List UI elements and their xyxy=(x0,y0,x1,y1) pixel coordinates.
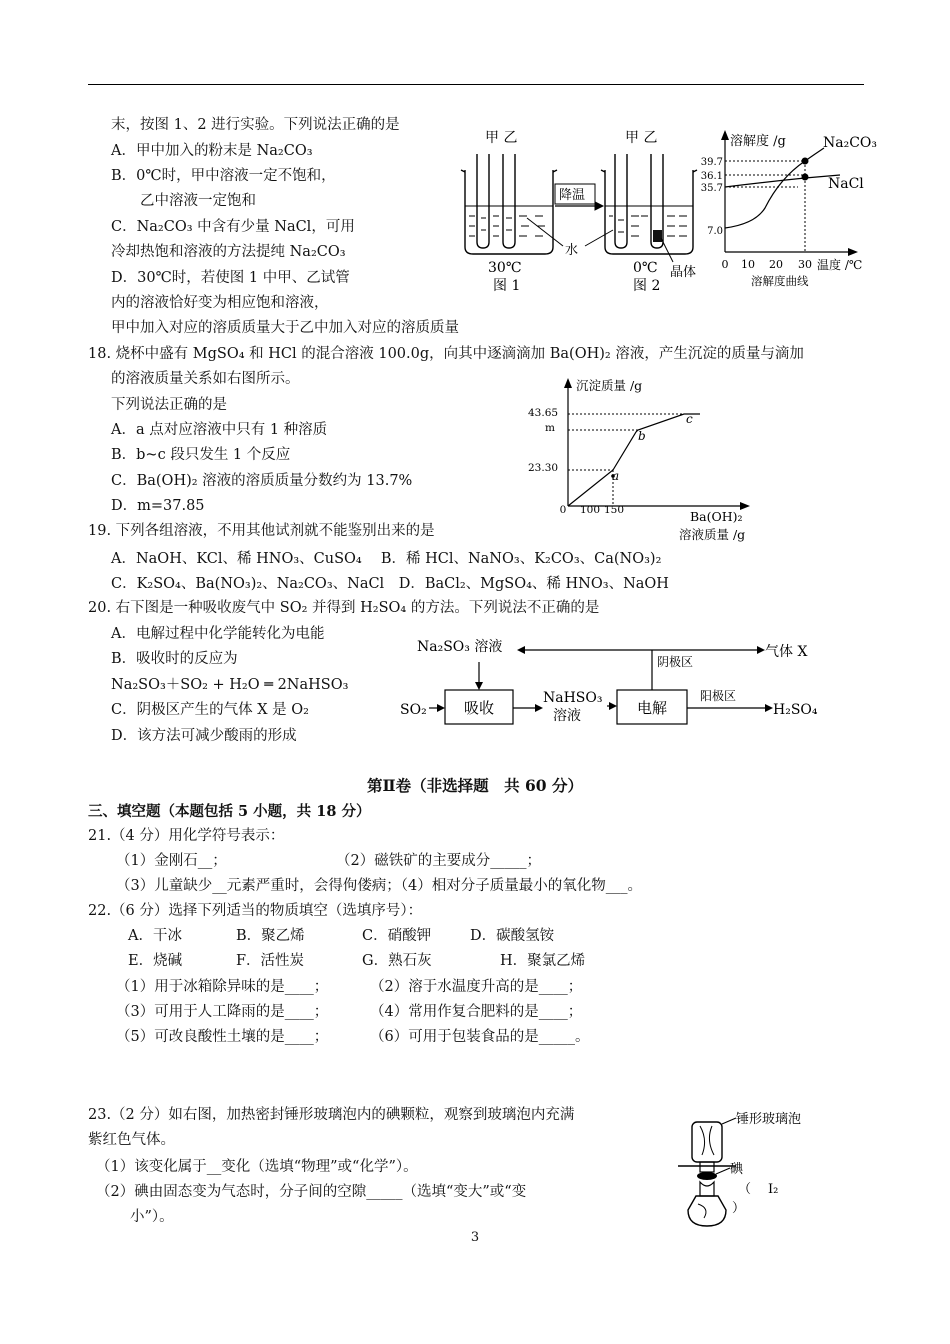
ppt-label-a: a xyxy=(612,469,620,483)
q23-stem: 23.（2 分）如右图，加热密封锤形玻璃泡内的碘颗粒，观察到玻璃泡内充满 xyxy=(88,1107,575,1123)
water-label: 水 xyxy=(565,243,579,258)
q22-option-g: G．熟石灰 xyxy=(362,953,432,969)
q22-option-d: D．碳酸氢铵 xyxy=(470,928,555,944)
q22-option-a: A．干冰 xyxy=(128,928,182,944)
ppt-ytick-43.65: 43.65 xyxy=(528,407,559,419)
q18-stem: 18. 烧杯中盛有 MgSO₄ 和 HCl 的混合溶液 100.0g，向其中逐滴滴加 Ba(OH)₂ 溶液，产生沉淀的质量与滴加 xyxy=(88,346,804,362)
flow-absorb: 吸收 xyxy=(463,699,495,717)
q17-option-b-cont: 乙中溶液一定饱和 xyxy=(140,193,256,209)
q19-options-ab: A．NaOH、KCl、稀 HNO₃、CuSO₄ B．稀 HCl、NaNO₃、K₂CO₃、Ca(NO₃)₂ xyxy=(111,551,662,567)
label-i2: I₂ xyxy=(768,1182,779,1197)
beaker-1 xyxy=(461,154,557,254)
ppt-ytick-m: m xyxy=(545,422,555,434)
bulb-body xyxy=(692,1122,722,1162)
q17-option-c: C．Na₂CO₃ 中含有少量 NaCl，可用 xyxy=(111,219,355,235)
ppt-y-label: 沉淀质量 /g xyxy=(576,378,643,393)
q22-option-c: C．硝酸钾 xyxy=(362,928,432,944)
beaker-1-liquid xyxy=(469,216,545,236)
q21-blank-3-4: （3）儿童缺少__元素严重时，会得佝偻病；（4）相对分子质量最小的氧化物___。 xyxy=(116,878,642,894)
part2-title: 第Ⅱ卷（非选择题 共 60 分） xyxy=(367,776,583,795)
q18-option-d: D．m=37.85 xyxy=(111,498,205,514)
fig1-caption: 图 1 xyxy=(493,278,521,294)
sol-xtick-0: 0 xyxy=(721,258,729,271)
sol-ytick-35.7: 35.7 xyxy=(700,183,723,194)
fig1-label-jia-yi: 甲 乙 xyxy=(485,130,518,146)
flow-nahso3-2: 溶液 xyxy=(553,708,581,724)
q22-option-b: B．聚乙烯 xyxy=(236,928,305,944)
q21-stem: 21.（4 分）用化学符号表示： xyxy=(88,828,285,844)
q21-blank-2: （2）磁铁矿的主要成分_____； xyxy=(336,853,541,869)
q22-blank-1: （1）用于冰箱除异味的是____； xyxy=(116,979,329,995)
ppt-line xyxy=(568,414,700,506)
sol-xtick-20: 20 xyxy=(769,258,783,271)
q23-stem-cont: 紫红色气体。 xyxy=(88,1132,175,1148)
q20-stem: 20. 右下图是一种吸收废气中 SO₂ 并得到 H₂SO₄ 的方法。下列说法不正确的是 xyxy=(88,600,600,616)
fig2-temp: 0℃ xyxy=(633,260,658,276)
q22-blank-4: （4）常用作复合肥料的是____； xyxy=(370,1004,583,1020)
ppt-x-label-1: Ba(OH)₂ xyxy=(690,509,743,524)
sol-ytick-36.1: 36.1 xyxy=(700,171,723,182)
header-rule xyxy=(88,84,864,85)
crystal-deposit xyxy=(653,230,662,242)
q19-stem: 19. 下列各组溶液，不用其他试剂就不能鉴别出来的是 xyxy=(88,523,435,539)
q19-options-cd: C．K₂SO₄、Ba(NO₃)₂、Na₂CO₃、NaCl D．BaCl₂、MgSO₄、稀 HNO₃、NaOH xyxy=(111,576,669,592)
iodine-grains xyxy=(697,1172,717,1180)
q20-option-c: C．阴极区产生的气体 X 是 O₂ xyxy=(111,702,309,718)
label-bulb: 锤形玻璃泡 xyxy=(736,1112,802,1127)
q20-option-d: D．该方法可减少酸雨的形成 xyxy=(111,728,297,744)
q18-stem-cont: 的溶液质量关系如右图所示。 xyxy=(111,371,300,387)
flow-h2so4: H₂SO₄ xyxy=(773,702,818,718)
ppt-x-label-2: 溶液质量 /g xyxy=(679,527,746,542)
sol-xtick-10: 10 xyxy=(741,258,755,271)
section-3-title: 三、填空题（本题包括 5 小题，共 18 分） xyxy=(88,803,371,820)
ppt-xtick-0: 0 xyxy=(559,504,567,516)
q22-stem: 22.（6 分）选择下列适当的物质填空（选填序号）： xyxy=(88,903,423,919)
q17-option-d-cont: 内的溶液恰好变为相应饱和溶液， xyxy=(111,295,329,311)
sol-x-arrow xyxy=(848,248,858,256)
flame xyxy=(700,1182,714,1196)
q23-blank-1: （1）该变化属于__变化（选填“物理”或“化学”）。 xyxy=(96,1159,418,1175)
q22-option-h: H．聚氯乙烯 xyxy=(500,953,586,969)
beaker-2 xyxy=(601,154,697,254)
label-iodine: 碘 xyxy=(730,1162,744,1177)
flow-diagram xyxy=(395,628,835,748)
nacl-label: NaCl xyxy=(828,176,864,192)
flow-so2: SO₂ xyxy=(400,702,427,718)
q22-option-e: E．烧碱 xyxy=(128,953,183,969)
label-paren-close: ） xyxy=(732,1201,746,1216)
q23-blank-2: （2）碘由固态变为气态时，分子间的空隙_____（选填“变大”或“变 xyxy=(96,1184,527,1200)
q20-option-b: B．吸收时的反应为 xyxy=(111,651,238,667)
ppt-label-c: c xyxy=(686,412,693,426)
na2co3-curve xyxy=(725,148,824,228)
q17-option-b: B．0℃时，甲中溶液一定不饱和， xyxy=(111,168,336,184)
ppt-xtick-100: 100 xyxy=(579,504,601,516)
flow-cathode: 阴极区 xyxy=(657,655,694,669)
sol-y-label: 溶解度 /g xyxy=(730,134,786,149)
label-paren-open: （ xyxy=(738,1182,752,1197)
q18-option-c: C．Ba(OH)₂ 溶液的溶质质量分数约为 13.7% xyxy=(111,473,413,489)
sol-ytick-7.0: 7.0 xyxy=(707,226,723,237)
sol-point-na2co3 xyxy=(802,158,809,165)
q17-intro: 末，按图 1、2 进行实验。下列说法正确的是 xyxy=(111,117,400,133)
fig1-temp: 30℃ xyxy=(488,260,522,276)
sol-y-arrow xyxy=(721,130,729,140)
alcohol-lamp xyxy=(688,1196,726,1226)
sol-x-label: 温度 /℃ xyxy=(817,258,863,272)
q21-blank-1: （1）金刚石__； xyxy=(116,853,227,869)
beaker-2-liquid xyxy=(609,216,687,236)
q22-blank-2: （2）溶于水温度升高的是____； xyxy=(370,979,583,995)
iodine-bulb-figure xyxy=(670,1100,840,1240)
q18-prompt: 下列说法正确的是 xyxy=(111,397,227,413)
solubility-chart xyxy=(700,128,890,290)
q22-option-f: F．活性炭 xyxy=(236,953,305,969)
flow-nahso3-1: NaHSO₃ xyxy=(543,690,603,706)
flow-anode: 阳极区 xyxy=(700,689,737,703)
sol-xtick-30: 30 xyxy=(798,258,812,271)
q17-option-d-cont2: 甲中加入对应的溶质质量大于乙中加入对应的溶质质量 xyxy=(111,320,459,336)
q18-option-b: B．b~c 段只发生 1 个反应 xyxy=(111,447,291,463)
q22-blank-6: （6）可用于包装食品的是_____。 xyxy=(370,1029,590,1045)
q17-option-a: A．甲中加入的粉末是 Na₂CO₃ xyxy=(111,143,313,159)
ppt-ytick-23.30: 23.30 xyxy=(528,462,559,474)
q17-option-c-cont: 冷却热饱和溶液的方法提纯 Na₂CO₃ xyxy=(111,244,346,260)
q17-option-d: D．30℃时，若使图 1 中甲、乙试管 xyxy=(111,270,350,286)
crystal-label: 晶体 xyxy=(670,265,697,280)
fig2-caption: 图 2 xyxy=(633,278,661,294)
flow-gas-x: 气体 X xyxy=(765,644,808,660)
ppt-xtick-150: 150 xyxy=(603,504,625,516)
beaker-figure xyxy=(455,122,715,300)
cool-label: 降温 xyxy=(559,188,586,203)
na2co3-label: Na₂CO₃ xyxy=(823,135,878,151)
ppt-y-arrow xyxy=(564,378,572,388)
precipitate-chart xyxy=(520,374,770,546)
q22-blank-3: （3）可用于人工降雨的是____； xyxy=(116,1004,329,1020)
q23-blank-2-cont: 小”）。 xyxy=(130,1209,174,1225)
q20-option-a: A．电解过程中化学能转化为电能 xyxy=(111,626,325,642)
q20-equation: Na₂SO₃＋SO₂ + H₂O ═ 2NaHSO₃ xyxy=(111,677,349,693)
sol-point-nacl xyxy=(802,174,809,181)
flow-na2so3: Na₂SO₃ 溶液 xyxy=(417,639,503,655)
page-number: 3 xyxy=(470,1230,480,1245)
q22-blank-5: （5）可改良酸性土壤的是____； xyxy=(116,1029,329,1045)
sol-ytick-39.7: 39.7 xyxy=(700,157,723,168)
q18-option-a: A．a 点对应溶液中只有 1 种溶质 xyxy=(111,422,328,438)
fig2-label-jia-yi: 甲 乙 xyxy=(625,130,658,146)
ppt-label-b: b xyxy=(638,429,646,443)
sol-caption: 溶解度曲线 xyxy=(751,274,809,288)
flow-electrolysis: 电解 xyxy=(636,699,668,717)
